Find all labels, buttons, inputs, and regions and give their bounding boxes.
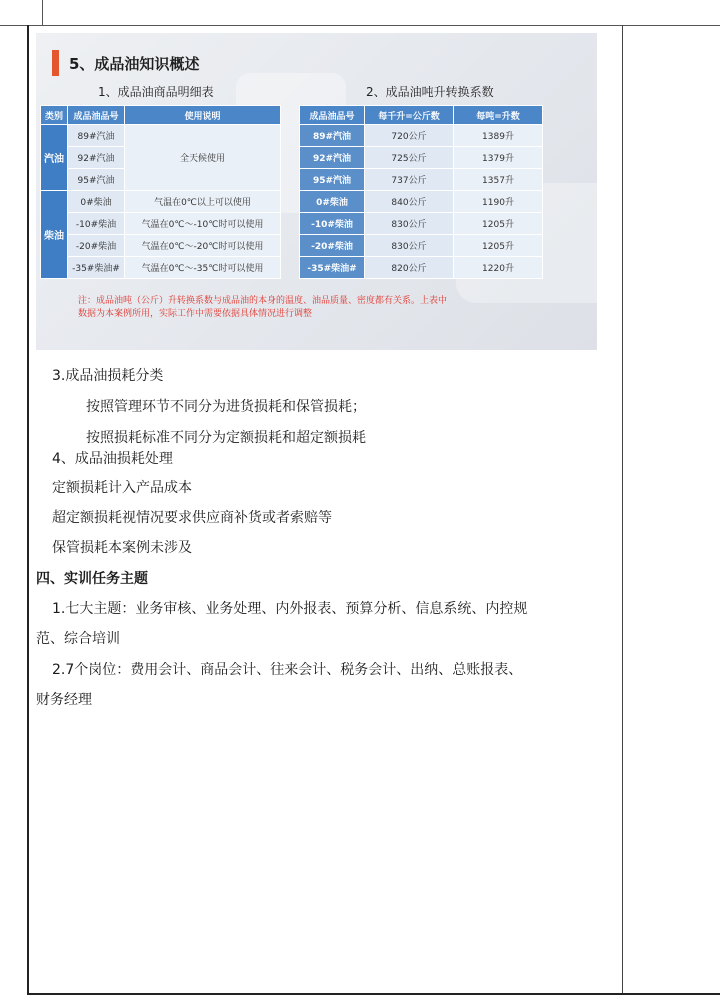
kg-cell: 830公斤	[365, 213, 454, 235]
liter-cell: 1205升	[454, 235, 543, 257]
header-grade: 成品油品号	[68, 106, 125, 125]
header-l-per-ton: 每吨=升数	[454, 106, 543, 125]
section-4-line-2: 超定额损耗视情况要求供应商补货或者索赔等	[52, 510, 332, 526]
table-row	[300, 125, 543, 147]
table-row	[41, 235, 281, 257]
usage-cell: 气温在0℃～-35℃时可以使用	[125, 257, 281, 279]
paragraph-1-line-a: 1.七大主题：业务审核、业务处理、内外报表、预算分析、信息系统、内控规	[52, 601, 528, 617]
usage-cell: 全天候使用	[125, 125, 281, 191]
table-row	[41, 213, 281, 235]
note-line: 注：成品油吨（公斤）升转换系数与成品油的本身的温度、油品质量、密度都有关系。上表中	[78, 296, 448, 306]
left-border	[27, 25, 29, 995]
kg-cell: 725公斤	[365, 147, 454, 169]
title-accent-bar	[52, 50, 59, 76]
product-detail-table	[40, 105, 281, 279]
grade-cell: -20#柴油	[300, 235, 365, 257]
grade-cell: 95#汽油	[68, 169, 125, 191]
grade-cell: 89#汽油	[300, 125, 365, 147]
header-usage: 使用说明	[125, 106, 281, 125]
grade-cell: 0#柴油	[68, 191, 125, 213]
grade-cell: -10#柴油	[68, 213, 125, 235]
liter-cell: 1357升	[454, 169, 543, 191]
usage-cell: 气温在0℃以上可以使用	[125, 191, 281, 213]
section-3-line-1: 按照管理环节不同分为进货损耗和保管损耗；	[86, 399, 366, 415]
liter-cell: 1389升	[454, 125, 543, 147]
table-row	[300, 213, 543, 235]
liter-cell: 1379升	[454, 147, 543, 169]
right-table-caption: 2、成品油吨升转换系数	[366, 85, 494, 99]
table-row	[41, 125, 281, 147]
note-line: 数据为本案例所用，实际工作中需要依据具体情况进行调整	[78, 309, 313, 319]
top-rule	[0, 25, 720, 26]
bottom-border	[27, 993, 720, 995]
conversion-table	[299, 105, 543, 279]
table-row	[300, 257, 543, 279]
grade-cell: 92#汽油	[300, 147, 365, 169]
table-row	[300, 169, 543, 191]
table-header-row	[41, 106, 281, 125]
section-4-title: 4、成品油损耗处理	[52, 451, 173, 467]
header-category: 类别	[41, 106, 68, 125]
paragraph-2-line-b: 财务经理	[36, 692, 92, 708]
slide-image	[36, 33, 597, 350]
grade-cell: -20#柴油	[68, 235, 125, 257]
grade-cell: 95#汽油	[300, 169, 365, 191]
table-row	[41, 191, 281, 213]
liter-cell: 1220升	[454, 257, 543, 279]
kg-cell: 830公斤	[365, 235, 454, 257]
mid-border	[622, 25, 623, 995]
grade-cell: -10#柴油	[300, 213, 365, 235]
usage-cell: 气温在0℃～-10℃时可以使用	[125, 213, 281, 235]
heading-four: 四、实训任务主题	[36, 571, 148, 587]
header-kg-per-kl: 每千升=公斤数	[365, 106, 454, 125]
kg-cell: 840公斤	[365, 191, 454, 213]
slide-title-text: 5、成品油知识概述	[69, 54, 200, 73]
slide-title	[52, 51, 199, 75]
paragraph-1-line-b: 范、综合培训	[36, 631, 120, 647]
grade-cell: 0#柴油	[300, 191, 365, 213]
kg-cell: 720公斤	[365, 125, 454, 147]
section-3-title: 3.成品油损耗分类	[52, 368, 164, 384]
header-grade: 成品油品号	[300, 106, 365, 125]
grade-cell: -35#柴油#	[300, 257, 365, 279]
section-4-line-3: 保管损耗本案例未涉及	[52, 540, 192, 556]
category-diesel: 柴油	[41, 191, 68, 279]
table-row	[300, 147, 543, 169]
liter-cell: 1190升	[454, 191, 543, 213]
table-row	[41, 257, 281, 279]
top-left-stub	[42, 0, 43, 25]
grade-cell: 89#汽油	[68, 125, 125, 147]
kg-cell: 820公斤	[365, 257, 454, 279]
kg-cell: 737公斤	[365, 169, 454, 191]
category-gasoline: 汽油	[41, 125, 68, 191]
table-header-row	[300, 106, 543, 125]
section-4-line-1: 定额损耗计入产品成本	[52, 480, 192, 496]
slide-note	[78, 295, 558, 321]
paragraph-2-line-a: 2.7个岗位：费用会计、商品会计、往来会计、税务会计、出纳、总账报表、	[52, 662, 523, 678]
section-3-line-2: 按照损耗标准不同分为定额损耗和超定额损耗	[86, 430, 366, 446]
liter-cell: 1205升	[454, 213, 543, 235]
grade-cell: -35#柴油#	[68, 257, 125, 279]
grade-cell: 92#汽油	[68, 147, 125, 169]
usage-cell: 气温在0℃～-20℃时可以使用	[125, 235, 281, 257]
table-row	[300, 191, 543, 213]
table-row	[300, 235, 543, 257]
left-table-caption: 1、成品油商品明细表	[98, 85, 214, 99]
